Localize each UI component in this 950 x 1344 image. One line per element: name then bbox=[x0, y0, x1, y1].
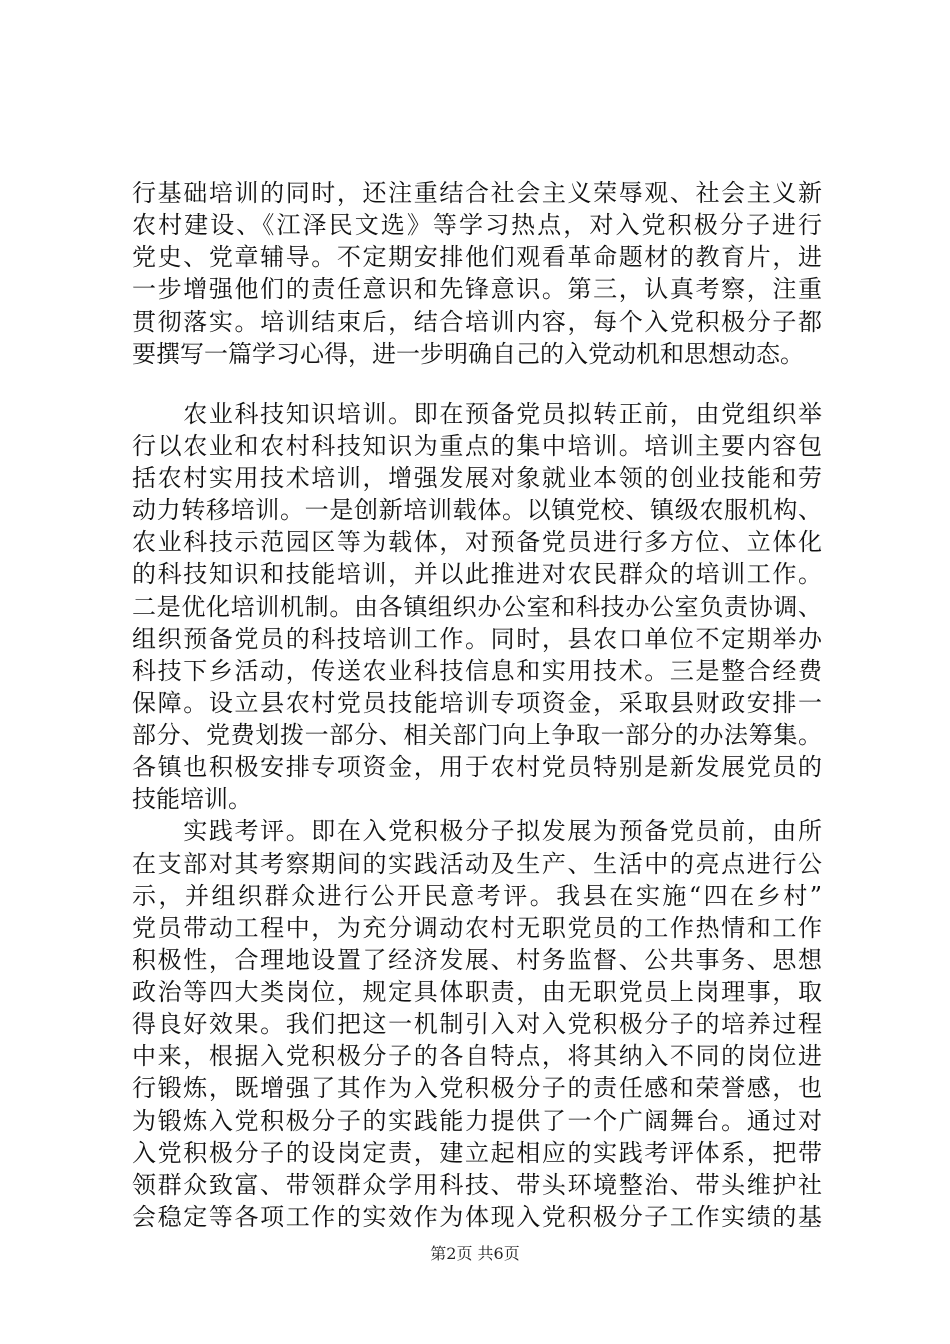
text-line: 得良好效果。我们把这一机制引入对入党积极分子的培养过程 bbox=[132, 1010, 822, 1038]
text-line: 一步增强他们的责任意识和先锋意识。第三，认真考察，注重 bbox=[132, 275, 822, 303]
text-line: 农业科技知识培训。即在预备党员拟转正前，由党组织举 bbox=[132, 400, 822, 428]
text-line: 括农村实用技术培训，增强发展对象就业本领的创业技能和劳 bbox=[132, 464, 822, 492]
page-number-footer: 第2页 共6页 bbox=[430, 1244, 520, 1263]
text-line: 各镇也积极安排专项资金，用于农村党员特别是新发展党员的 bbox=[132, 753, 822, 781]
text-line: 示，并组织群众进行公开民意考评。我县在实施“四在乡村” bbox=[132, 882, 822, 910]
text-line: 行以农业和农村科技知识为重点的集中培训。培训主要内容包 bbox=[132, 432, 822, 460]
text-line: 贯彻落实。培训结束后，结合培训内容，每个入党积极分子都 bbox=[132, 308, 822, 336]
text-line: 党史、党章辅导。不定期安排他们观看革命题材的教育片，进 bbox=[132, 243, 822, 271]
text-line: 党员带动工程中，为充分调动农村无职党员的工作热情和工作 bbox=[132, 914, 822, 942]
text-line: 行锻炼，既增强了其作为入党积极分子的责任感和荣誉感，也 bbox=[132, 1074, 822, 1102]
text-line: 实践考评。即在入党积极分子拟发展为预备党员前，由所 bbox=[132, 817, 822, 845]
text-line: 行基础培训的同时，还注重结合社会主义荣辱观、社会主义新 bbox=[132, 179, 822, 207]
text-line: 政治等四大类岗位，规定具体职责，由无职党员上岗理事，取 bbox=[132, 978, 822, 1006]
text-line: 技能培训。 bbox=[132, 785, 252, 813]
text-line: 的科技知识和技能培训，并以此推进对农民群众的培训工作。 bbox=[132, 560, 822, 588]
text-line: 科技下乡活动，传送农业科技信息和实用技术。三是整合经费 bbox=[132, 657, 822, 685]
text-line: 农村建设、《江泽民文选》等学习热点，对入党积极分子进行 bbox=[132, 211, 822, 239]
text-line: 部分、党费划拨一部分、相关部门向上争取一部分的办法筹集。 bbox=[132, 721, 822, 749]
text-line: 要撰写一篇学习心得，进一步明确自己的入党动机和思想动态。 bbox=[132, 340, 804, 368]
text-line: 保障。设立县农村党员技能培训专项资金，采取县财政安排一 bbox=[132, 689, 822, 717]
text-line: 为锻炼入党积极分子的实践能力提供了一个广阔舞台。通过对 bbox=[132, 1107, 822, 1135]
text-line: 中来，根据入党积极分子的各自特点，将其纳入不同的岗位进 bbox=[132, 1042, 822, 1070]
text-line: 二是优化培训机制。由各镇组织办公室和科技办公室负责协调、 bbox=[132, 593, 822, 621]
text-line: 农业科技示范园区等为载体，对预备党员进行多方位、立体化 bbox=[132, 528, 822, 556]
text-line: 积极性，合理地设置了经济发展、村务监督、公共事务、思想 bbox=[132, 946, 822, 974]
text-line: 入党积极分子的设岗定责，建立起相应的实践考评体系，把带 bbox=[132, 1139, 822, 1167]
text-line: 会稳定等各项工作的实效作为体现入党积极分子工作实绩的基 bbox=[132, 1203, 822, 1231]
text-line: 动力转移培训。一是创新培训载体。以镇党校、镇级农服机构、 bbox=[132, 496, 822, 524]
text-line: 在支部对其考察期间的实践活动及生产、生活中的亮点进行公 bbox=[132, 850, 822, 878]
text-line: 组织预备党员的科技培训工作。同时，县农口单位不定期举办 bbox=[132, 625, 822, 653]
text-line: 领群众致富、带领群众学用科技、带头环境整治、带头维护社 bbox=[132, 1171, 822, 1199]
